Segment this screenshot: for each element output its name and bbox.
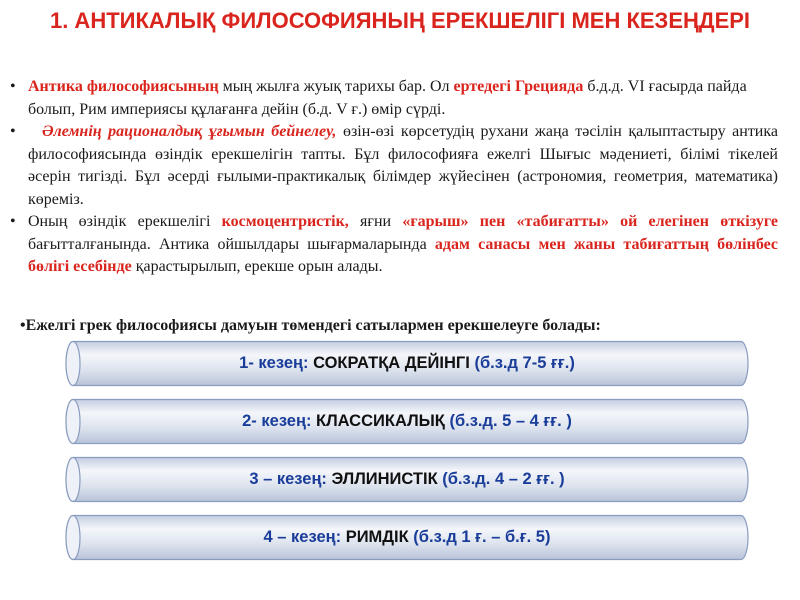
stages-list <box>65 340 749 572</box>
bullet-icon: • <box>10 213 16 230</box>
text-span: қарастырылып, ерекше орын алады. <box>131 258 383 275</box>
highlight-human-mind: адам санасы мен жаны табиғаттың бөлінбес бөлігі есебінде <box>28 235 779 275</box>
text-span: бағытталғанында. Антика ойшылдары шығармаларында <box>28 235 435 253</box>
paragraph-1 <box>10 76 778 121</box>
cylinder-cap <box>66 400 80 444</box>
slide-title: 1. АНТИКАЛЫҚ ФИЛОСОФИЯНЫҢ ЕРЕКШЕЛІГІ МЕН КЕЗЕҢДЕРІ <box>49 8 751 33</box>
text-span: яғни <box>348 213 403 230</box>
text-span: өзін-өзі көрсетудің рухани жаңа тәсілін қалыптастыру антика философиясында өзіндік ерекшелігін тапты. Бұл философияға ежелгі Шығыс мәдениеті, білімі тікелей әсерін тигізді. Бұл әсерді ғылыми-практикалық білімдер жүйесінен (астрономия, геометрия, математика) көреміз. <box>28 123 778 208</box>
stage-label: 2- кезең: КЛАССИКАЛЫҚ (б.з.д. 5 – 4 ғғ. ) <box>242 412 572 430</box>
paragraph-2 <box>10 121 778 211</box>
highlight-ancient-greece: ертедегі Грецияда <box>453 78 584 95</box>
stage-1 <box>65 340 749 387</box>
stage-label: 1- кезең: СОКРАТҚА ДЕЙІНГІ (б.з.д 7-5 ғғ.) <box>239 354 575 372</box>
paragraph-3 <box>10 211 779 279</box>
stage-4 <box>65 514 749 561</box>
body-text <box>10 76 779 279</box>
bullet-icon: • <box>10 123 16 140</box>
stages-lead-text: •Ежелгі грек философиясы дамуын төмендегі сатылармен ерекшелеуге болады: <box>20 317 601 334</box>
text-span: Оның өзіндік ерекшелігі <box>28 213 222 230</box>
stage-3 <box>65 456 749 503</box>
bullet-icon: • <box>10 78 16 95</box>
cylinder-cap <box>66 458 80 502</box>
highlight-antique-philosophy: Антика философиясының <box>28 78 219 95</box>
text-span: б.д.д. VI ғасырда пайда болып, Рим империясы құлағанға дейін (б.д. V ғ.) өмір сүрді. <box>28 78 747 118</box>
cylinder-cap <box>66 342 80 386</box>
highlight-cosmocentric: космоцентристік, <box>221 213 349 230</box>
stage-2 <box>65 398 749 445</box>
stage-label: 4 – кезең: РИМДІК (б.з.д 1 ғ. – б.ғ. 5) <box>263 528 551 546</box>
highlight-cosmos-nature: «ғарыш» пен «табиғатты» ой елегінен өткізуге <box>402 213 778 230</box>
highlight-rational-concept: Әлемнің рационалдық ұғымын бейнелеу, <box>42 123 337 140</box>
text-span: мың жылға жуық тарихы бар. Ол <box>218 78 454 95</box>
stage-label: 3 – кезең: ЭЛЛИНИСТІК (б.з.д. 4 – 2 ғғ. ) <box>249 470 565 488</box>
cylinder-cap <box>66 516 80 560</box>
